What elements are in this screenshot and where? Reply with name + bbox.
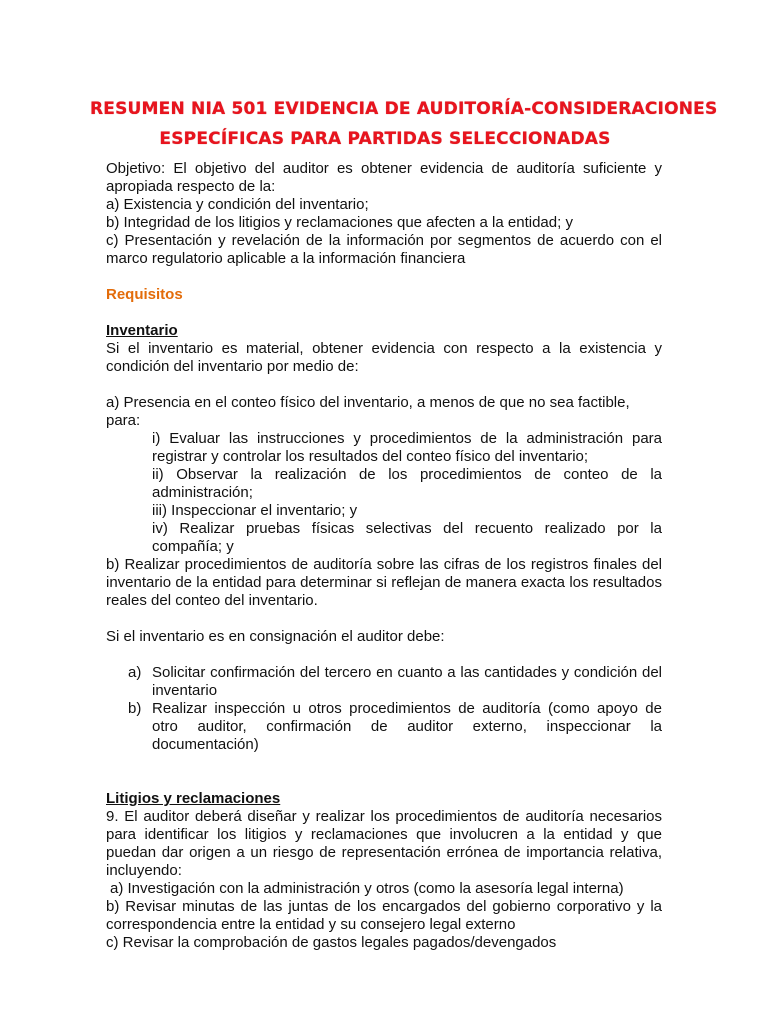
litigios-heading: Litigios y reclamaciones — [106, 790, 281, 807]
inventario-sub-i: i) Evaluar las instrucciones y procedimientos de la administración para registrar y controlar los resultados del conteo físico del inventario; — [152, 430, 662, 465]
litigios-item-a: a) Investigación con la administración y otros (como la asesoría legal interna) — [110, 880, 624, 897]
inventario-sub-iii: iii) Inspeccionar el inventario; y — [152, 502, 358, 519]
inventario-item-b: b) Realizar procedimientos de auditoría sobre las cifras de los registros finales del inventario de la entidad para determinar si reflejan de manera exacta los resultados reales del conteo del inventario. — [106, 556, 662, 609]
objetivo-item-c: c) Presentación y revelación de la información por segmentos de acuerdo con el marco regulatorio aplicable a la información financiera — [106, 232, 662, 267]
consignacion-item-a — [106, 664, 662, 700]
inventario-sub-iv: iv) Realizar pruebas físicas selectivas del recuento realizado por la compañía; y — [152, 520, 662, 555]
document-title — [90, 94, 718, 154]
list-text: Realizar inspección u otros procedimientos de auditoría (como apoyo de otro auditor, confirmación de auditor externo, inspeccionar la documentación) — [152, 700, 662, 753]
title-line-1: RESUMEN NIA 501 EVIDENCIA DE AUDITORÍA-CONSIDERACIONES — [90, 99, 718, 119]
list-label: b) — [128, 700, 142, 717]
list-text: Solicitar confirmación del tercero en cuanto a las cantidades y condición del inventario — [152, 664, 662, 699]
inventario-item-a: a) Presencia en el conteo físico del inventario, a menos de que no sea factible, para: — [106, 394, 630, 429]
inventario-sub-ii: ii) Observar la realización de los procedimientos de conteo de la administración; — [152, 466, 662, 501]
inventario-intro: Si el inventario es material, obtener evidencia con respecto a la existencia y condición del inventario por medio de: — [106, 340, 662, 375]
litigios-intro: 9. El auditor deberá diseñar y realizar los procedimientos de auditoría necesarios para identificar los litigios y reclamaciones que involucren a la entidad y que puedan dar origen a un riesgo de representación errónea de importancia relativa, incluyendo: — [106, 808, 662, 879]
consignacion-item-b — [106, 700, 662, 754]
litigios-item-b: b) Revisar minutas de las juntas de los encargados del gobierno corporativo y la correspondencia entre la entidad y su consejero legal externo — [106, 898, 662, 933]
objetivo-item-b: b) Integridad de los litigios y reclamaciones que afecten a la entidad; y — [106, 214, 573, 231]
consignacion-intro: Si el inventario es en consignación el auditor debe: — [106, 628, 445, 645]
litigios-item-c: c) Revisar la comprobación de gastos legales pagados/devengados — [106, 934, 557, 951]
document-body — [106, 160, 662, 952]
title-line-2: ESPECÍFICAS PARA PARTIDAS SELECCIONADAS — [159, 129, 611, 149]
requisitos-heading: Requisitos — [106, 286, 183, 303]
list-label: a) — [128, 664, 142, 681]
objetivo-item-a: a) Existencia y condición del inventario; — [106, 196, 369, 213]
objetivo-intro: Objetivo: El objetivo del auditor es obtener evidencia de auditoría suficiente y apropiada respecto de la: — [106, 160, 662, 195]
inventario-heading: Inventario — [106, 322, 178, 339]
